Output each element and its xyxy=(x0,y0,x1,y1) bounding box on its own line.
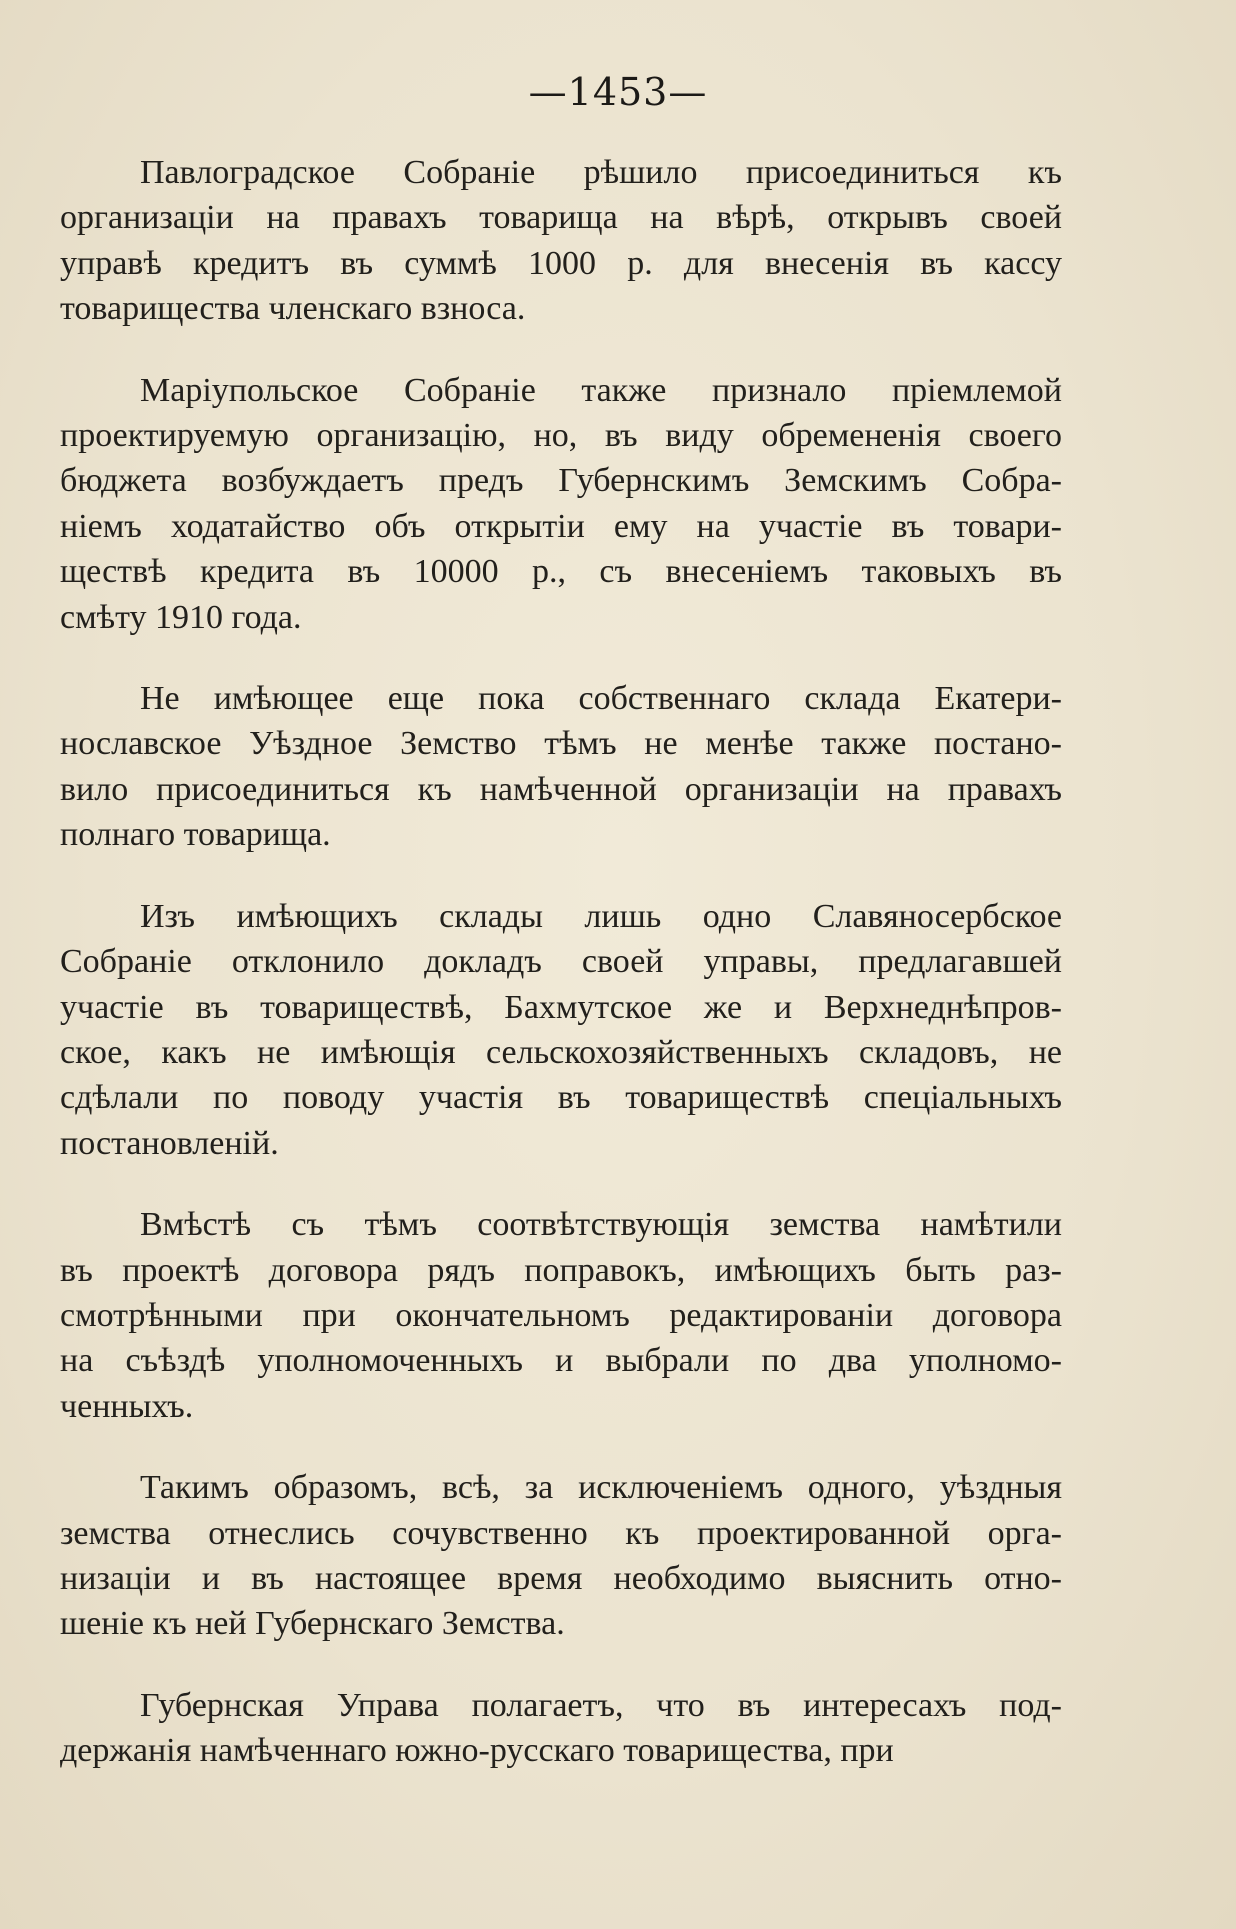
text-line: Собраніе отклонило докладъ своей управы, предлагавшей xyxy=(60,943,1062,981)
text-line: ское, какъ не имѣющія сельскохозяйственныхъ складовъ, не xyxy=(60,1033,1062,1071)
text-line: постановленій. xyxy=(60,1124,279,1162)
paragraph xyxy=(60,894,1062,1166)
text-line: земства отнеслись сочувственно къ проектированной орга- xyxy=(60,1514,1062,1552)
text-line: организаціи на правахъ товарища на вѣрѣ, открывъ своей xyxy=(60,199,1062,237)
text-line: Маріупольское Собраніе также признало пріемлемой xyxy=(140,371,1062,409)
text-line: Вмѣстѣ съ тѣмъ соотвѣтствующія земства намѣтили xyxy=(140,1206,1062,1244)
text-line: ществѣ кредита въ 10000 р., съ внесеніемъ таковыхъ въ xyxy=(60,553,1062,591)
text-line: сдѣлали по поводу участія въ товариществѣ спеціальныхъ xyxy=(60,1079,1062,1117)
text-line: низаціи и въ настоящее время необходимо выяснить отно- xyxy=(60,1559,1062,1597)
paragraph xyxy=(60,1465,1062,1647)
text-line: вило присоединиться къ намѣченной организаціи на правахъ xyxy=(60,770,1062,808)
paragraph xyxy=(60,150,1062,332)
text-line: смѣту 1910 года. xyxy=(60,598,302,636)
text-line: ченныхъ. xyxy=(60,1387,194,1425)
text-line: въ проектѣ договора рядъ поправокъ, имѣющихъ быть раз- xyxy=(60,1251,1062,1289)
text-line: держанія намѣченнаго южно-русскаго товарищества, при xyxy=(60,1732,894,1770)
text-line: бюджета возбуждаетъ предъ Губернскимъ Земскимъ Собра- xyxy=(60,462,1062,500)
text-line: смотрѣнными при окончательномъ редактированіи договора xyxy=(60,1296,1062,1334)
text-line: Павлоградское Собраніе рѣшило присоединиться къ xyxy=(140,154,1062,191)
paragraph xyxy=(60,1202,1062,1429)
text-line: шеніе къ ней Губернскаго Земства. xyxy=(60,1605,565,1643)
text-line: Такимъ образомъ, всѣ, за исключеніемъ одного, уѣздныя xyxy=(140,1469,1062,1507)
page-number: —1453— xyxy=(528,70,708,114)
paragraph xyxy=(60,676,1062,858)
text-line: Губернская Управа полагаетъ, что въ интересахъ под- xyxy=(140,1686,1062,1724)
text-line: управѣ кредитъ въ суммѣ 1000 р. для внесенія въ кассу xyxy=(60,244,1062,282)
text-line: на съѣздѣ уполномоченныхъ и выбрали по два уполномо- xyxy=(60,1342,1062,1380)
text-line: проектируемую организацію, но, въ виду обремененія своего xyxy=(60,417,1062,455)
text-line: ніемъ ходатайство объ открытіи ему на участіе въ товари- xyxy=(60,507,1062,545)
paragraph xyxy=(60,1683,1062,1774)
text-line: участіе въ товариществѣ, Бахмутское же и Верхнеднѣпров- xyxy=(60,988,1062,1026)
document-body xyxy=(60,150,1062,1810)
text-line: Не имѣющее еще пока собственнаго склада Екатери- xyxy=(140,680,1062,718)
text-line: полнаго товарища. xyxy=(60,816,331,854)
paragraph xyxy=(60,368,1062,640)
text-line: товарищества членскаго взноса. xyxy=(60,290,526,328)
text-line: нославское Уѣздное Земство тѣмъ не менѣе также постано- xyxy=(60,725,1062,763)
text-line: Изъ имѣющихъ склады лишь одно Славяносербское xyxy=(140,897,1062,935)
